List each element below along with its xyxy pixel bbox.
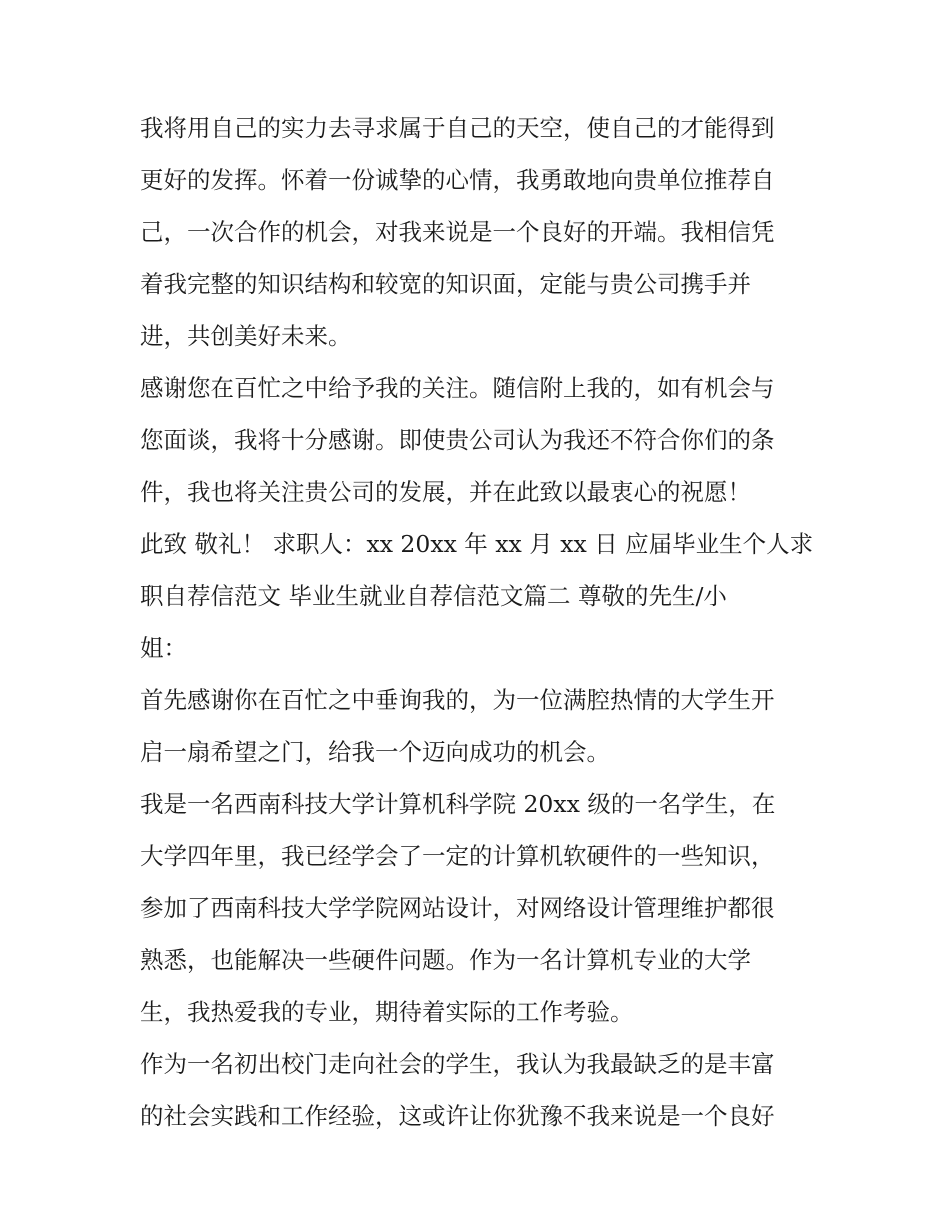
text-line: 职自荐信范文 毕业生就业自荐信范文篇二 尊敬的先生/小: [140, 582, 727, 610]
text-line: 感谢您在百忙之中给予我的关注。随信附上我的，如有机会与: [140, 374, 775, 402]
text-line: 姐：: [140, 634, 187, 662]
text-line: 着我完整的知识结构和较宽的知识面，定能与贵公司携手并: [140, 270, 751, 298]
text-line: 我是一名西南科技大学计算机科学院 20xx 级的一名学生，在: [140, 790, 776, 818]
text-line: 更好的发挥。怀着一份诚挚的心情，我勇敢地向贵单位推荐自: [140, 166, 775, 194]
text-line: 己，一次合作的机会，对我来说是一个良好的开端。我相信凭: [140, 218, 775, 246]
text-line: 首先感谢你在百忙之中垂询我的，为一位满腔热情的大学生开: [140, 686, 775, 714]
text-line: 启一扇希望之门，给我一个迈向成功的机会。: [140, 738, 610, 766]
text-line: 熟悉，也能解决一些硬件问题。作为一名计算机专业的大学: [140, 946, 751, 974]
text-line: 参加了西南科技大学学院网站设计，对网络设计管理维护都很: [140, 894, 775, 922]
text-line: 此致 敬礼！ 求职人：xx 20xx 年 xx 月 xx 日 应届毕业生个人求: [140, 530, 814, 558]
text-line: 件，我也将关注贵公司的发展，并在此致以最衷心的祝愿！: [140, 478, 751, 506]
text-line: 作为一名初出校门走向社会的学生，我认为我最缺乏的是丰富: [140, 1050, 775, 1078]
text-line: 我将用自己的实力去寻求属于自己的天空，使自己的才能得到: [140, 114, 775, 142]
text-line: 大学四年里，我已经学会了一定的计算机软硬件的一些知识，: [140, 842, 775, 870]
text-line: 您面谈，我将十分感谢。即使贵公司认为我还不符合你们的条: [140, 426, 775, 454]
text-line: 的社会实践和工作经验，这或许让你犹豫不我来说是一个良好: [140, 1102, 775, 1130]
text-line: 进，共创美好未来。: [140, 322, 352, 350]
letter-body: [140, 102, 812, 1142]
text-line: 生，我热爱我的专业，期待着实际的工作考验。: [140, 998, 634, 1026]
